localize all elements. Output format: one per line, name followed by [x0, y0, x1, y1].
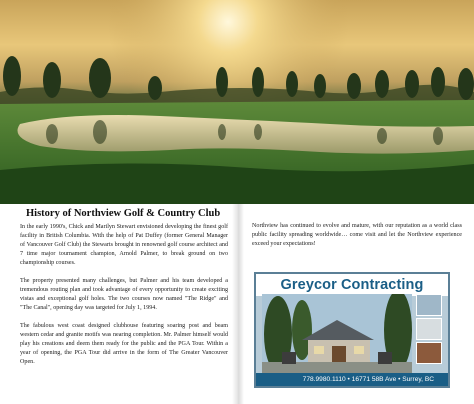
ad-title: Greycor Contracting — [256, 274, 448, 296]
article-heading: History of Northview Golf & Country Club — [26, 208, 221, 219]
right-column — [252, 222, 462, 258]
history-paragraph-2: The property presented many challenges, but Palmer and his team developed a tremendous routing plan and took advantage of every opportunity to create exciting vistas and exceptional golf holes. The two courses now named "The Ridge" and "The Canal", opening day was targeted for July 1, 1994. — [20, 278, 228, 311]
ad-contact-bar: 778.9980.1110 • 16771 58B Ave • Surrey, BC — [256, 373, 448, 386]
closing-paragraph: Northview has continued to evolve and mature, with our reputation as a world class public facility spreading worldwide… come visit and let the Northview experience exceed your expectations! — [252, 223, 462, 247]
house-photo — [262, 294, 412, 374]
history-column — [20, 208, 228, 376]
interior-thumbnail-1 — [416, 294, 442, 316]
interior-thumbnail-2 — [416, 318, 442, 340]
greycor-advertisement — [254, 272, 450, 388]
history-paragraph-1: In the early 1990's, Chick and Marilyn Stewart envisioned developing the finest golf facility in British Columbia. With the help of Pat Duffey (former General Manager of Vancouver Golf Club) the Stewarts brought in renowned golf course architect and 7 time major tournament champion, Arnold Palmer, to break ground on two championship courses. — [20, 224, 228, 266]
interior-thumbnail-3 — [416, 342, 442, 364]
history-paragraph-3: The fabulous west coast designed clubhouse featuring soaring post and beam western cedar and granite motifs was nearing completion. Mr. Palmer himself would play his creations and deem them ready for the public and the PGA Tour. Within a year of opening, the PGA Tour did arrive in the form of The Greater Vancouver Open. — [20, 323, 228, 365]
page-spine-shadow — [232, 204, 244, 404]
